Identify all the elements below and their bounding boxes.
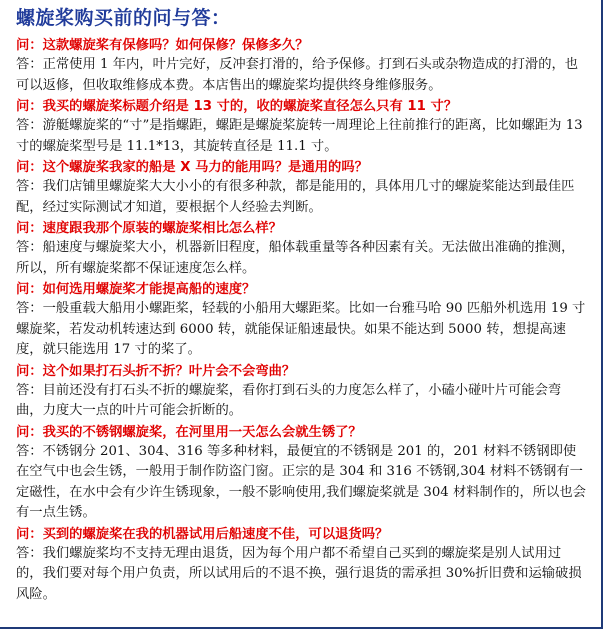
page-title: 螺旋桨购买前的问与答： <box>16 7 231 29</box>
faq-question: 问：如何选用螺旋桨才能提高船的速度？ <box>16 282 256 297</box>
faq-item <box>16 97 587 157</box>
faq-question: 问：这个螺旋桨我家的船是 X 马力的能用吗？是通用的吗？ <box>16 160 368 175</box>
faq-question: 问：这款螺旋桨有保修吗？如何保修？保修多久？ <box>16 38 309 53</box>
faq-item <box>16 158 587 218</box>
faq-answer: 答：正常使用 1 年内，叶片完好，反冲套打滑的，给予保修。打到石头或杂物造成的打滑的，也可以返修，但收取维修成本费。本店售出的螺旋桨均提供终身维修服务。 <box>16 57 579 93</box>
faq-item <box>16 525 587 606</box>
faq-item <box>16 219 587 279</box>
faq-question: 问：我买的不锈钢螺旋桨，在河里用一天怎么会就生锈了？ <box>16 424 362 440</box>
faq-item <box>16 362 587 422</box>
faq-answer: 答：目前还没有打石头不折的螺旋桨，看你打到石头的力度怎么样了，小磕小碰叶片可能会弯曲，力度大一点的叶片可能会折断的。 <box>16 382 562 418</box>
faq-answer: 答：不锈钢分 201、304、316 等多种材料，最便宜的不锈钢是 201 的，201 材料不锈钢即使在空气中也会生锈，一般用于制作防盗门窗。正宗的是 304 和 316 不锈钢,304 材料不锈钢有一定磁性，在水中会有少许生锈现象，一般不影响使用,我们螺旋桨就是 304 材料制作的，所以也会有一点生锈。 <box>16 443 586 520</box>
faq-answer: 答：我们螺旋桨均不支持无理由退货，因为每个用户都不希望自己买到的螺旋桨是别人试用过的，我们要对每个用户负责，所以试用后的不退不换，强行退货的需承担 30%折旧费和运输破损风险。 <box>16 545 582 602</box>
faq-answer: 答：我们店铺里螺旋桨大大小小的有很多种款，都是能用的，具体用几寸的螺旋桨能达到最佳匹配，经过实际测试才知道，要根据个人经验去判断。 <box>16 179 575 215</box>
faq-item <box>16 280 587 361</box>
faq-question: 问：我买的螺旋桨标题介绍是 13 寸的，收的螺旋桨直径怎么只有 11 寸？ <box>16 99 458 114</box>
faq-answer: 答：游艇螺旋桨的“寸”是指螺距，螺距是螺旋桨旋转一周理论上往前推行的距离，比如螺距为 13 寸的螺旋桨型号是 11.1*13，其旋转直径是 11.1 寸。 <box>16 118 583 154</box>
faq-question: 问：这个如果打石头折不折？叶片会不会弯曲？ <box>16 363 296 379</box>
faq-list <box>16 36 587 605</box>
faq-answer: 答：船速度与螺旋桨大小，机器新旧程度，船体载重量等各种因素有关。无法做出准确的推测，所以，所有螺旋桨都不保证速度怎么样。 <box>16 240 575 276</box>
faq-item <box>16 423 587 524</box>
faq-item <box>16 36 587 96</box>
faq-question: 问：买到的螺旋桨在我的机器试用后船速度不佳，可以退货吗？ <box>16 526 389 542</box>
faq-question: 问：速度跟我那个原装的螺旋桨相比怎么样？ <box>16 221 282 236</box>
faq-answer: 答：一般重载大船用小螺距桨，轻载的小船用大螺距桨。比如一台雅马哈 90 匹船外机选用 19 寸螺旋桨，若发动机转速达到 6000 转，就能保证船速最快。如果不能达到 5000 转，想提高速度，就只能选用 17 寸的桨了。 <box>16 301 586 357</box>
